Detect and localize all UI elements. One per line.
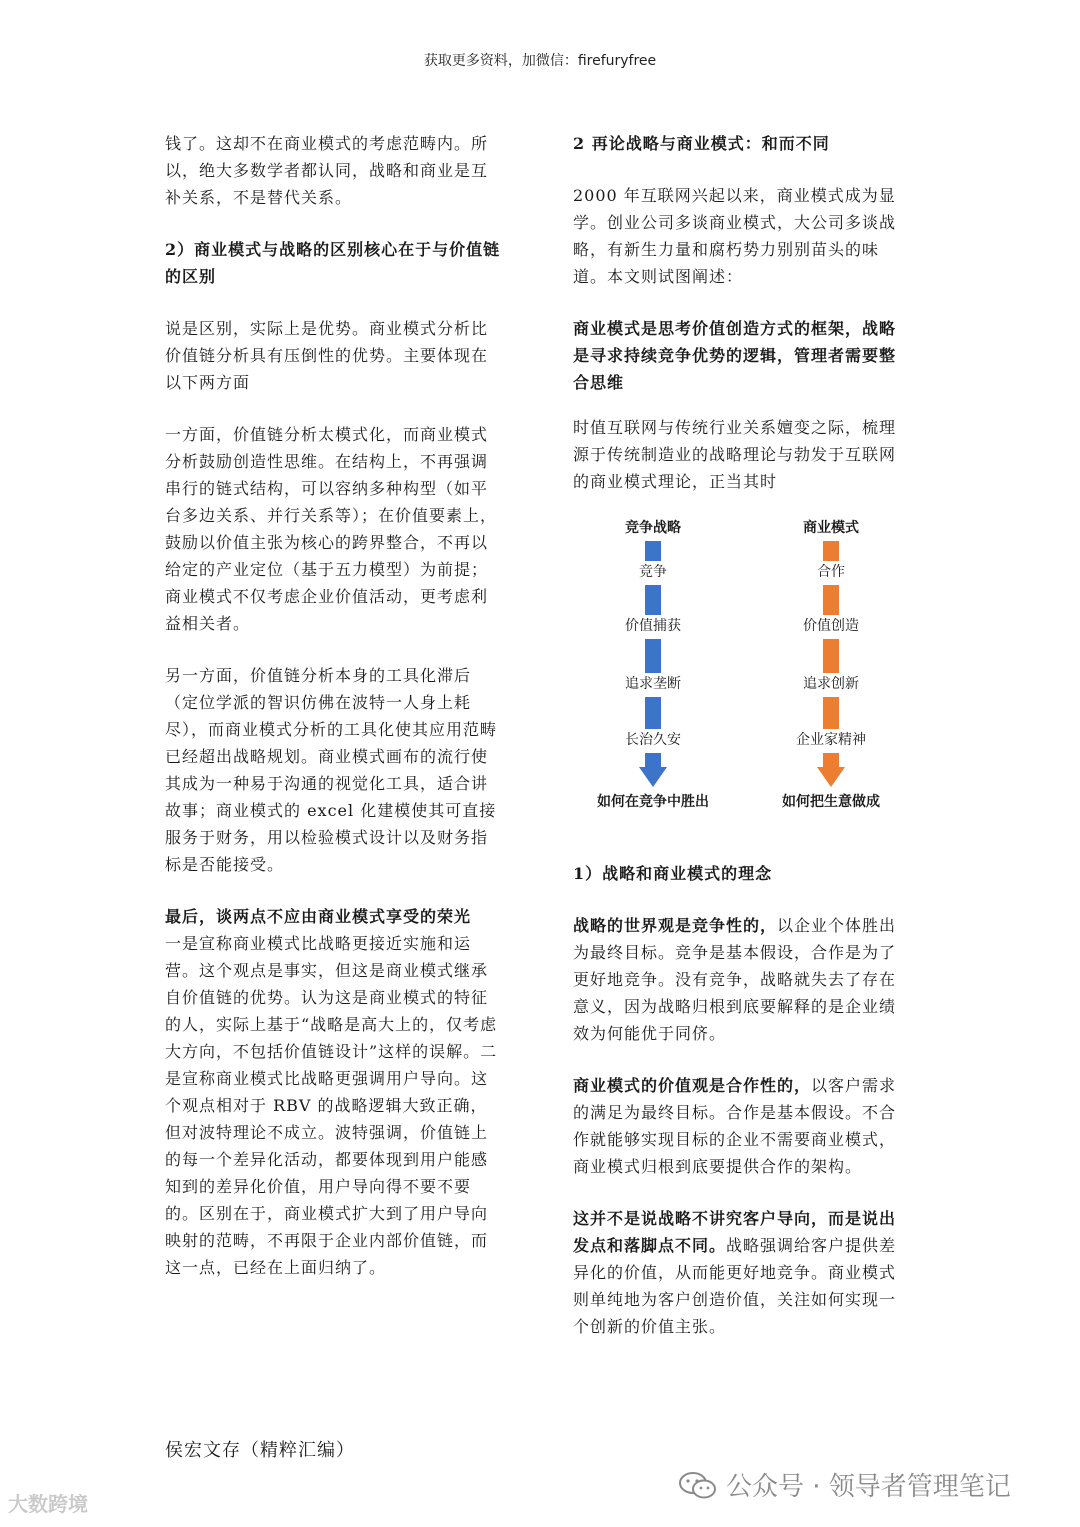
diagram-right-item: 价值创造 bbox=[803, 618, 859, 634]
diagram-left-item: 长治久安 bbox=[625, 732, 681, 748]
left-paragraph-3: 一方面，价值链分析太模式化，而商业模式分析鼓励创造性思维。在结构上，不再强调串行的链式结构，可以容纳多种构型（如平台多边关系、并行关系等）；在价值要素上，鼓励以价值主张为核心的跨界整合，不再以给定的产业定位（基于五力模型）为前提；商业模式不仅考虑企业价值活动，更考虑利益相关者。 bbox=[165, 425, 498, 633]
diagram-left-bar bbox=[645, 697, 661, 729]
diagram-right-item: 追求创新 bbox=[803, 676, 859, 692]
left-p5-bold: 最后，谈两点不应由商业模式享受的荣光 bbox=[165, 907, 472, 926]
left-paragraph-5 bbox=[165, 903, 503, 1281]
diagram-right-bar bbox=[823, 541, 839, 561]
wechat-icon bbox=[678, 1470, 718, 1500]
left-paragraph-4: 另一方面，价值链分析本身的工具化滞后（定位学派的智识仿佛在波特一人身上耗尽），而商业模式分析的工具化使其应用范畴已经超出战略规划。商业模式画布的流行使其成为一种易于沟通的视觉化工具，适合讲故事；商业模式的 excel 化建模使其可直接服务于财务，用以检验模式设计以及财务指标是否能接受。 bbox=[165, 666, 498, 874]
right-p6-bold: 这并不是说战略不讲究客户导向，而是说出发点和落脚点不同。 bbox=[573, 1209, 897, 1255]
left-heading-1: 2）商业模式与战略的区别核心在于与价值链的区别 bbox=[165, 240, 501, 286]
right-p5-text: 以客户需求的满足为最终目标。合作是基本假设。不合作就能够实现目标的企业不需要商业模式，商业模式归根到底要提供合作的架构。 bbox=[573, 1076, 897, 1176]
diagram-left-bar bbox=[645, 753, 661, 767]
watermark-left bbox=[8, 1488, 88, 1517]
diagram-right-item: 企业家精神 bbox=[796, 732, 866, 748]
strategy-vs-business-model-diagram bbox=[573, 519, 905, 844]
left-p5-text: 一是宣称商业模式比战略更接近实施和运营。这个观点是事实，但这是商业模式继承自价值链的优势。认为这是商业模式的特征的人，实际上基于“战略是高大上的，仅考虑大方向，不包括价值链设计”这样的误解。二是宣称商业模式比战略更强调用户导向。这个观点相对于 RBV 的战略逻辑大致正确，但对波特理论不成立。波特强调，价值链上的每一个差异化活动，都要体现到用户能感知到的差异化价值，用户导向得不要不要的。区别在于，商业模式扩大到了用户导向映射的范畴，不再限于企业内部价值链，而这一点，已经在上面归纳了。 bbox=[165, 934, 498, 1277]
diagram-right-bar bbox=[823, 697, 839, 729]
diagram-right-bar bbox=[823, 585, 839, 615]
diagram-left-bottom: 如何在竞争中胜出 bbox=[597, 794, 709, 810]
watermark-right bbox=[678, 1466, 1011, 1503]
diagram-left-arrow-icon bbox=[639, 767, 667, 787]
diagram-right-bottom: 如何把生意做成 bbox=[782, 794, 880, 810]
left-paragraph-1: 钱了。这却不在商业模式的考虑范畴内。所以，绝大多数学者都认同，战略和商业是互补关系，不是替代关系。 bbox=[165, 134, 489, 207]
diagram-left-item: 追求垄断 bbox=[625, 676, 681, 692]
right-paragraph-6 bbox=[573, 1205, 905, 1340]
left-column bbox=[165, 130, 503, 1281]
watermark-left-text: 大数跨境 bbox=[8, 1492, 88, 1516]
right-p4-text: 以企业个体胜出为最终目标。竞争是基本假设，合作是为了更好地竞争。没有竞争，战略就失去了存在意义，因为战略归根到底要解释的是企业绩效为何能优于同侪。 bbox=[573, 916, 897, 1043]
right-paragraph-1: 2000 年互联网兴起以来，商业模式成为显学。创业公司多谈商业模式，大公司多谈战略，有新生力量和腐朽势力别别苗头的味道。本文则试图阐述： bbox=[573, 186, 897, 286]
right-paragraph-5 bbox=[573, 1072, 905, 1180]
diagram-left-item: 价值捕获 bbox=[625, 618, 681, 634]
left-paragraph-2: 说是区别，实际上是优势。商业模式分析比价值链分析具有压倒性的优势。主要体现在以下两方面 bbox=[165, 319, 489, 392]
diagram-right-item: 合作 bbox=[817, 564, 845, 580]
right-heading-2: 1）战略和商业模式的理念 bbox=[573, 864, 773, 883]
right-bold-statement: 商业模式是思考价值创造方式的框架，战略是寻求持续竞争优势的逻辑，管理者需要整合思维 bbox=[573, 319, 897, 392]
diagram-left-title: 竞争战略 bbox=[625, 520, 681, 536]
diagram-right-title: 商业模式 bbox=[803, 520, 859, 536]
diagram-left-item: 竞争 bbox=[639, 564, 667, 580]
diagram-right-arrow-icon bbox=[817, 767, 845, 787]
watermark-right-text: 公众号 · 领导者管理笔记 bbox=[726, 1472, 1011, 1502]
right-paragraph-3: 时值互联网与传统行业关系嬗变之际，梳理源于传统制造业的战略理论与勃发于互联网的商业模式理论，正当其时 bbox=[573, 418, 897, 491]
right-paragraph-4 bbox=[573, 912, 905, 1047]
diagram-right-bar bbox=[823, 753, 839, 767]
diagram-left-bar bbox=[645, 541, 661, 561]
right-column bbox=[573, 130, 905, 1340]
right-heading-1: 2 再论战略与商业模式：和而不同 bbox=[573, 134, 830, 153]
diagram-left-bar bbox=[645, 639, 661, 673]
right-p4-bold: 战略的世界观是竞争性的， bbox=[573, 916, 778, 935]
right-p5-bold: 商业模式的价值观是合作性的， bbox=[573, 1076, 812, 1095]
diagram-right-bar bbox=[823, 639, 839, 673]
right-p6-text: 战略强调给客户提供差异化的价值，从而能更好地竞争。商业模式则单纯地为客户创造价值，关注如何实现一个创新的价值主张。 bbox=[573, 1236, 897, 1336]
header-note: 获取更多资料，加微信：firefuryfree bbox=[423, 53, 657, 69]
footer-text: 侯宏文存（精粹汇编） bbox=[165, 1440, 355, 1461]
diagram-left-bar bbox=[645, 585, 661, 615]
